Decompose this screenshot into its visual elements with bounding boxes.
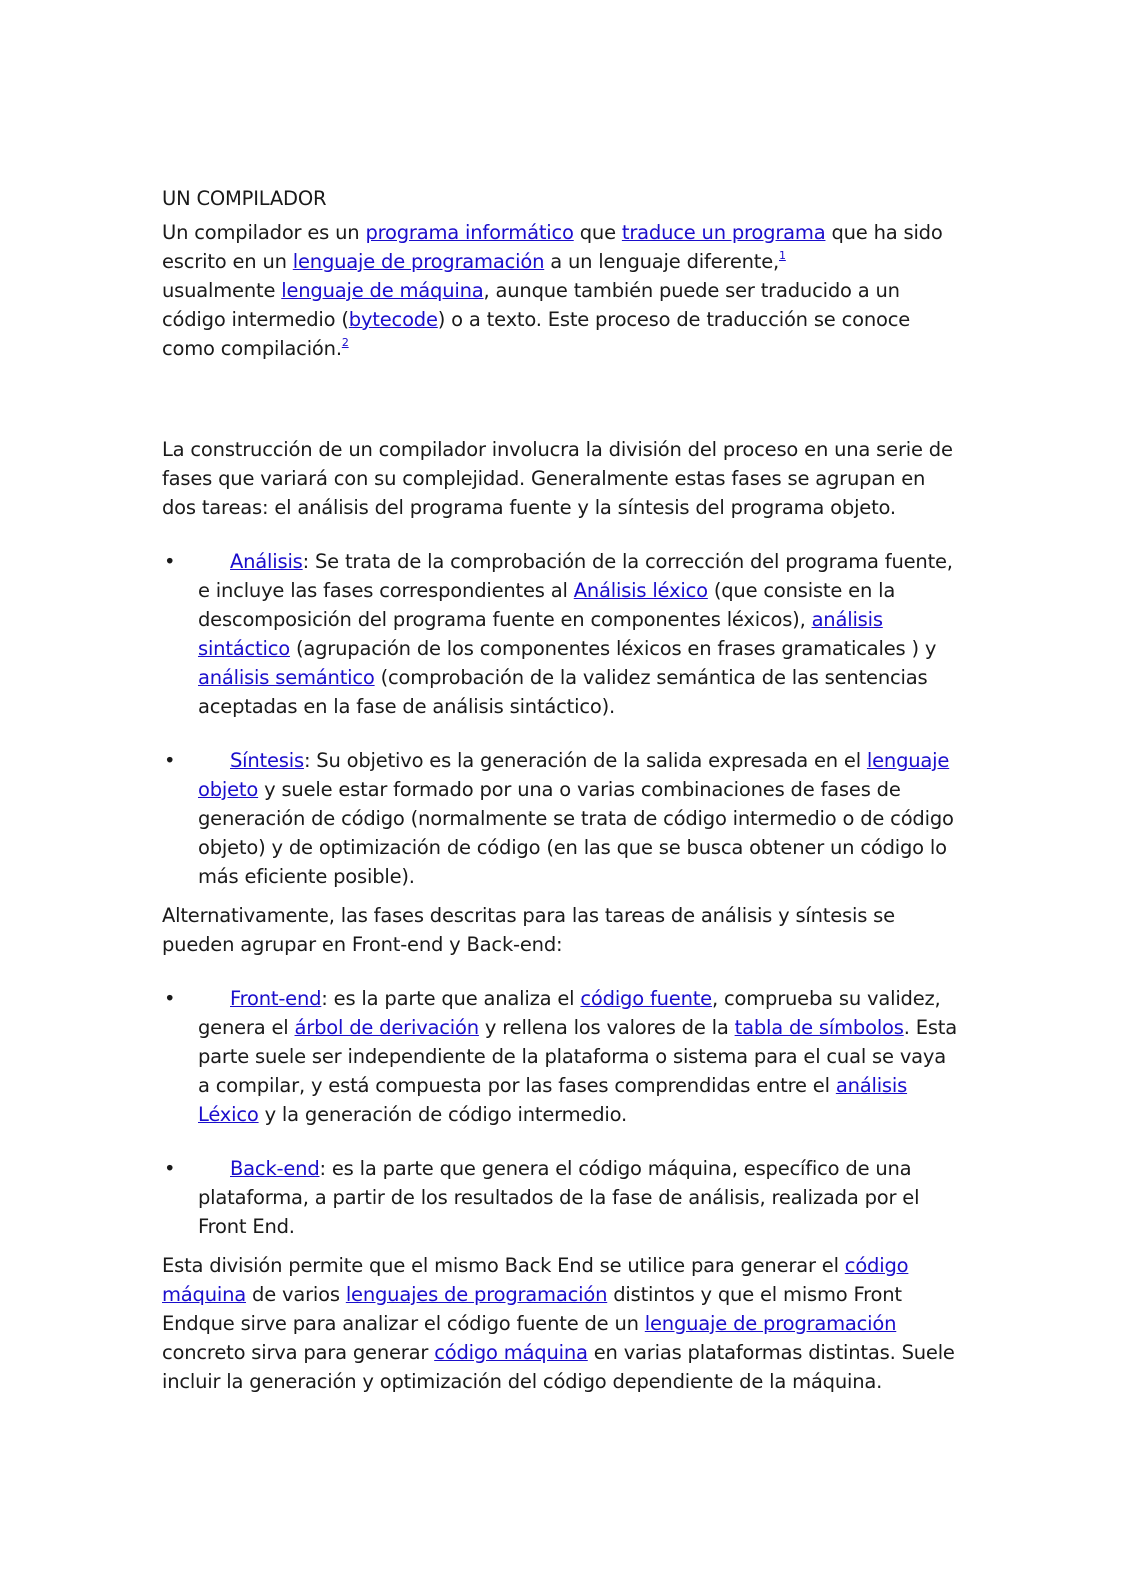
bullet: • [164,987,176,1010]
list-item-sintesis: • Síntesis: Su objetivo es la generación de la salida expresada en el lenguaje objeto y suele estar formado por una o varias combinaciones de fases de generación de código (normalmente se trata de código intermedio o de código objeto) y de optimización de código (en las que se busca obtener un código lo más eficiente posible). [162,746,962,891]
link-analisis-lexico-2[interactable]: análisis Léxico [198,1074,908,1126]
link-front-end[interactable]: Front-end [230,987,322,1010]
phases-list [162,547,962,891]
link-back-end[interactable]: Back-end [230,1157,320,1180]
link-codigo-maquina-2[interactable]: código máquina [434,1341,588,1364]
link-arbol-de-derivacion[interactable]: árbol de derivación [294,1016,479,1039]
link-lenguajes-de-programacion[interactable]: lenguajes de programación [345,1283,608,1306]
link-lenguaje-objeto[interactable]: lenguaje objeto [198,749,950,801]
link-lenguaje-de-maquina[interactable]: lenguaje de máquina [281,279,484,302]
link-codigo-fuente[interactable]: código fuente [580,987,712,1010]
footnote-ref-2[interactable]: 2 [341,336,349,349]
bullet: • [164,1157,176,1180]
division-paragraph: Esta división permite que el mismo Back End se utilice para generar el código máquina de varios lenguajes de programación distintos y que el mismo Front Endque sirve para analizar el código fuente de un lenguaje de programación concreto sirva para generar código máquina en varias plataformas distintas. Suele incluir la generación y optimización del código dependiente de la máquina. [162,1254,955,1393]
link-programa-informatico[interactable]: programa informático [365,221,574,244]
bullet: • [164,749,176,772]
link-analisis-lexico[interactable]: Análisis léxico [573,579,708,602]
intro-paragraph: Un compilador es un programa informático que traduce un programa que ha sido escrito en un lenguaje de programación a un lenguaje diferente,$^1$ usualmente lenguaje de máquina, aunque también puede ser traducido a un código intermedio (bytecode) o a texto. Este proceso de traducción se conoce como compilación.$^2$ [162,221,943,360]
link-tabla-de-simbolos[interactable]: tabla de símbolos [734,1016,904,1039]
link-lenguaje-de-programacion-2[interactable]: lenguaje de programación [644,1312,897,1335]
page-title: UN COMPILADOR [162,187,327,210]
link-analisis-semantico[interactable]: análisis semántico [198,666,375,689]
link-analisis[interactable]: Análisis [230,550,303,573]
alternative-paragraph: Alternativamente, las fases descritas para las tareas de análisis y síntesis se pueden agrupar en Front-end y Back-end: [162,904,895,956]
link-traduce-un-programa[interactable]: traduce un programa [621,221,826,244]
document-body [162,184,962,1396]
bullet: • [164,550,176,573]
list-item-front-end: • Front-end: es la parte que analiza el código fuente, comprueba su validez, genera el árbol de derivación y rellena los valores de la tabla de símbolos. Esta parte suele ser independiente de la plataforma o sistema para el cual se vaya a compilar, y está compuesta por las fases comprendidas entre el análisis Léxico y la generación de código intermedio. [162,984,962,1129]
footnote-ref-1[interactable]: 1 [779,249,786,262]
link-analisis-sintactico[interactable]: análisis sintáctico [198,608,883,660]
list-item-back-end: • Back-end: es la parte que genera el código máquina, específico de una plataforma, a partir de los resultados de la fase de análisis, realizada por el Front End. [162,1154,962,1241]
front-back-list [162,984,962,1241]
link-bytecode[interactable]: bytecode [348,308,438,331]
construction-paragraph: La construcción de un compilador involucra la división del proceso en una serie de fases que variará con su complejidad. Generalmente estas fases se agrupan en dos tareas: el análisis del programa fuente y la síntesis del programa objeto. [162,438,953,519]
list-item-analisis: • Análisis: Se trata de la comprobación de la corrección del programa fuente, e incluye las fases correspondientes al Análisis léxico (que consiste en la descomposición del programa fuente en componentes léxicos), análisis sintáctico (agrupación de los componentes léxicos en frases gramaticales ) y análisis semántico (comprobación de la validez semántica de las sentencias aceptadas en la fase de análisis sintáctico). [162,547,962,721]
link-codigo-maquina[interactable]: código máquina [162,1254,909,1306]
link-lenguaje-de-programacion[interactable]: lenguaje de programación [292,250,545,273]
link-sintesis[interactable]: Síntesis [230,749,304,772]
